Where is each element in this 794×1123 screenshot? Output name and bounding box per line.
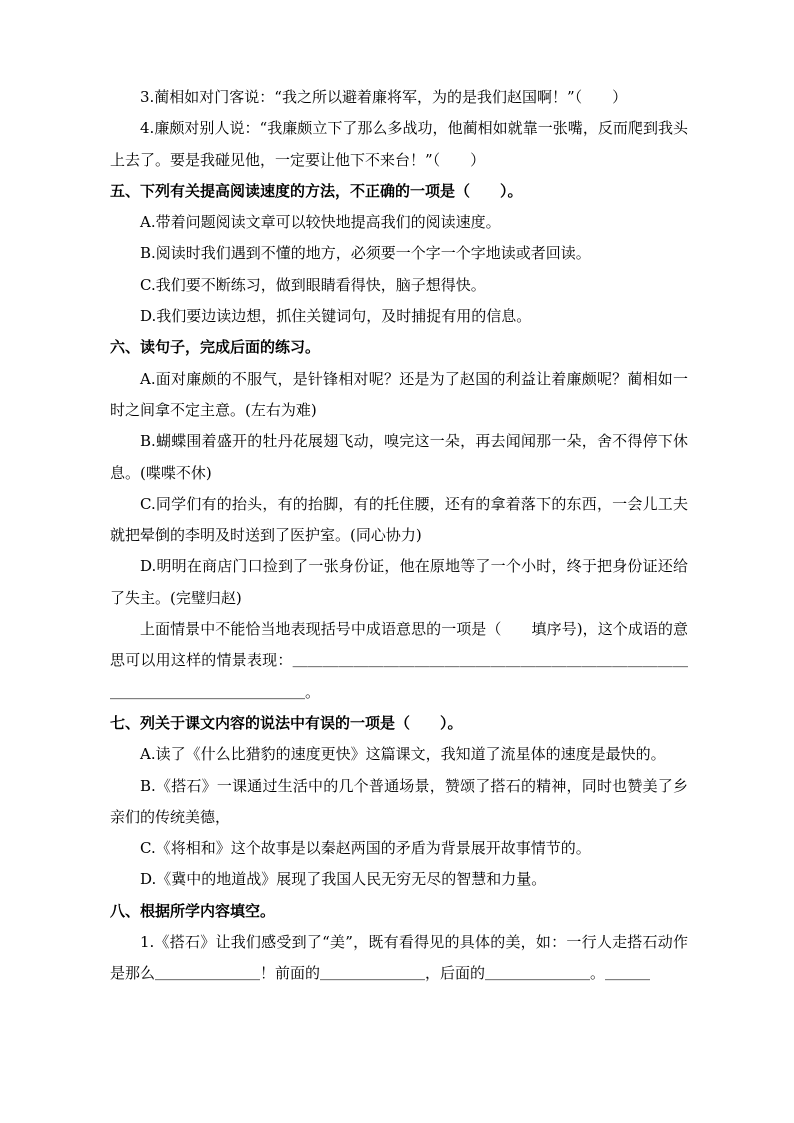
section-7-option-a: A.读了《什么比猎豹的速度更快》这篇课文，我知道了流星体的速度是最快的。 [140,745,666,764]
section-8-question-1: 1.《搭石》让我们感受到了“美”，既有看得见的具体的美，如：一行人走搭石动作是那么＿＿＿＿＿＿＿！前面的＿＿＿＿＿＿＿，后面的＿＿＿＿＿＿＿。＿＿＿ [110,933,688,983]
section-6-option-b: B.蝴蝶围着盛开的牡丹花展翅飞动，嗅完这一朵，再去闻闻那一朵，舍不得停下休息。(喋喋不休) [110,432,688,482]
section-7-option-c: C.《将相和》这个故事是以秦赵两国的矛盾为背景展开故事情节的。 [140,839,591,858]
section-5-option-a: A.带着问题阅读文章可以较快地提高我们的阅读速度。 [140,213,501,232]
section-5-option-d: D.我们要边读边想，抓住关键词句，及时捕捉有用的信息。 [140,307,532,326]
document-page [110,82,688,990]
section-6-option-a: A.面对廉颇的不服气，是针锋相对呢？还是为了赵国的利益让着廉颇呢？蔺相如一时之间拿不定主意。(左右为难) [110,369,688,419]
question-4-4: 4.廉颇对别人说：“我廉颇立下了那么多战功，他蔺相如就靠一张嘴，反而爬到我头上去了。要是我碰见他，一定要让他下不来台！”（ ） [110,119,688,169]
section-5-option-c: C.我们要不断练习，做到眼睛看得快，脑子想得快。 [140,275,486,294]
section-7-option-b: B.《搭石》一课通过生活中的几个普通场景，赞颂了搭石的精神，同时也赞美了乡亲们的传统美德， [110,776,688,826]
section-8-heading: 八、根据所学内容填空。 [110,901,276,920]
section-7-option-d: D.《冀中的地道战》展现了我国人民无穷无尽的智慧和力量。 [140,870,547,889]
section-6-option-d: D.明明在商店门口捡到了一张身份证，他在原地等了一个小时，终于把身份证还给了失主。(完璧归赵) [110,557,688,607]
section-6-heading: 六、读句子，完成后面的练习。 [110,338,321,357]
question-4-3: 3.蔺相如对门客说：“我之所以避着廉将军，为的是我们赵国啊！”（ ） [140,88,628,106]
section-5-heading: 五、下列有关提高阅读速度的方法，不正确的一项是（ ）。 [110,181,523,200]
section-5-option-b: B.阅读时我们遇到不懂的地方，必须要一个字一个字地读或者回读。 [140,244,591,263]
section-6-option-c: C.同学们有的抬头，有的抬脚，有的托住腰，还有的拿着落下的东西，一会儿工夫就把晕倒的李明及时送到了医护室。(同心协力) [110,494,688,545]
section-7-heading: 七、列关于课文内容的说法中有误的一项是（ ）。 [110,713,463,732]
section-6-question: 上面情景中不能恰当地表现括号中成语意思的一项是（ 填序号)，这个成语的意思可以用这样的情景表现：＿＿＿＿＿＿＿＿＿＿＿＿＿＿＿＿＿＿＿＿＿＿＿＿＿＿＿＿＿＿＿＿＿＿＿＿＿＿＿。 [110,620,688,701]
